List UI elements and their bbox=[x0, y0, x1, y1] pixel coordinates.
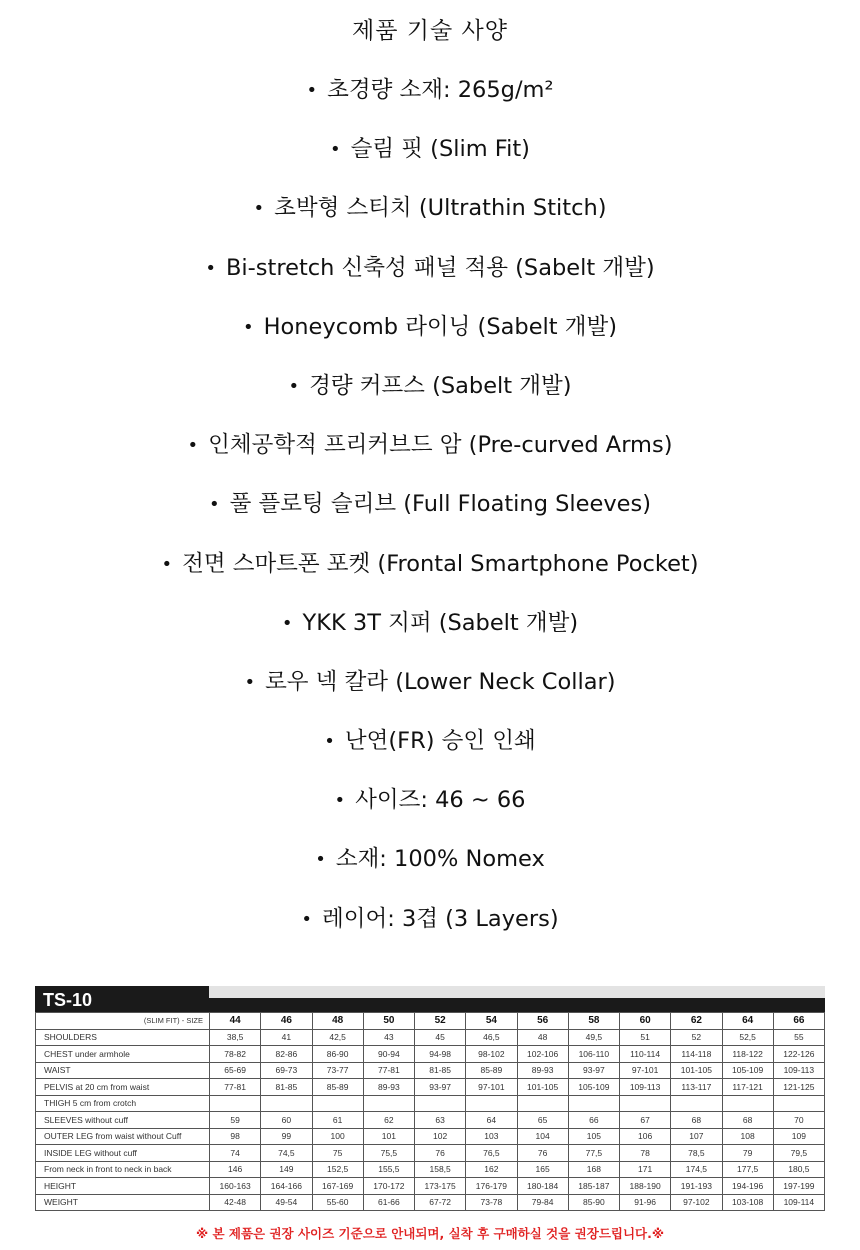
table-cell: 98-102 bbox=[466, 1046, 517, 1063]
bullet-icon: • bbox=[244, 671, 256, 693]
size-column-header: 62 bbox=[671, 1013, 722, 1030]
table-cell: 74,5 bbox=[261, 1145, 312, 1162]
table-cell: 55 bbox=[773, 1029, 824, 1046]
table-cell: 98 bbox=[210, 1128, 261, 1145]
size-column-header: 44 bbox=[210, 1013, 261, 1030]
table-cell: 78 bbox=[620, 1145, 671, 1162]
table-cell: 102 bbox=[415, 1128, 466, 1145]
table-cell: 188-190 bbox=[620, 1178, 671, 1195]
row-label: SHOULDERS bbox=[36, 1029, 210, 1046]
bullet-icon: • bbox=[306, 80, 318, 101]
bullet-icon: • bbox=[315, 849, 326, 871]
table-cell: 68 bbox=[671, 1112, 722, 1129]
table-cell: 74 bbox=[210, 1145, 261, 1162]
size-header-label: (SLIM FIT) - SIZE bbox=[36, 1013, 210, 1030]
table-cell: 103 bbox=[466, 1128, 517, 1145]
table-cell: 177,5 bbox=[722, 1161, 773, 1178]
size-column-header: 52 bbox=[415, 1013, 466, 1030]
table-cell bbox=[620, 1095, 671, 1112]
table-cell: 121-125 bbox=[773, 1079, 824, 1096]
table-cell: 93-97 bbox=[415, 1079, 466, 1096]
table-cell: 149 bbox=[261, 1161, 312, 1178]
table-cell: 105 bbox=[568, 1128, 619, 1145]
bullet-icon: • bbox=[253, 198, 265, 220]
spec-item bbox=[0, 486, 860, 545]
table-cell: 97-102 bbox=[671, 1194, 722, 1211]
row-label: CHEST under armhole bbox=[36, 1046, 210, 1063]
bullet-icon: • bbox=[330, 139, 341, 161]
table-cell: 89-93 bbox=[517, 1062, 568, 1079]
size-column-header: 60 bbox=[620, 1013, 671, 1030]
spec-item bbox=[0, 190, 860, 249]
bullet-icon: • bbox=[301, 908, 312, 930]
table-cell: 90-94 bbox=[363, 1046, 414, 1063]
table-cell: 180,5 bbox=[773, 1161, 824, 1178]
spec-text: 전면 스마트폰 포켓 (Frontal Smartphone Pocket) bbox=[182, 550, 699, 577]
table-cell: 66 bbox=[568, 1112, 619, 1129]
table-cell: 173-175 bbox=[415, 1178, 466, 1195]
table-cell: 76 bbox=[415, 1145, 466, 1162]
table-cell: 42,5 bbox=[312, 1029, 363, 1046]
table-cell: 162 bbox=[466, 1161, 517, 1178]
table-cell: 75 bbox=[312, 1145, 363, 1162]
table-row bbox=[36, 1161, 825, 1178]
spec-text: YKK 3T 지퍼 (Sabelt 개발) bbox=[302, 609, 579, 636]
table-cell bbox=[363, 1095, 414, 1112]
spec-item bbox=[0, 664, 860, 723]
table-cell: 85-89 bbox=[466, 1062, 517, 1079]
size-header-row bbox=[36, 1013, 825, 1030]
row-label: HEIGHT bbox=[36, 1178, 210, 1195]
table-cell: 117-121 bbox=[722, 1079, 773, 1096]
table-cell: 152,5 bbox=[312, 1161, 363, 1178]
page-title: 제품 기술 사양 bbox=[352, 18, 508, 44]
recommendation-note: ※ 본 제품은 권장 사이즈 기준으로 안내되며, 실착 후 구매하실 것을 권장드립니다.※ bbox=[195, 1226, 665, 1241]
size-chart-model-title: TS-10 bbox=[35, 986, 209, 1012]
table-cell: 109-113 bbox=[773, 1062, 824, 1079]
spec-text: 레이어: 3겹 (3 Layers) bbox=[322, 905, 559, 932]
table-row bbox=[36, 1194, 825, 1211]
table-cell: 49-54 bbox=[261, 1194, 312, 1211]
table-cell: 122-126 bbox=[773, 1046, 824, 1063]
spec-item bbox=[0, 309, 860, 368]
table-cell: 51 bbox=[620, 1029, 671, 1046]
bullet-icon: • bbox=[208, 494, 220, 516]
spec-item bbox=[0, 427, 860, 486]
table-cell bbox=[773, 1095, 824, 1112]
table-cell: 69-73 bbox=[261, 1062, 312, 1079]
table-cell: 97-101 bbox=[466, 1079, 517, 1096]
table-cell: 65 bbox=[517, 1112, 568, 1129]
spec-text: Bi-stretch 신축성 패널 적용 (Sabelt 개발) bbox=[226, 254, 655, 281]
table-cell: 106 bbox=[620, 1128, 671, 1145]
table-cell: 107 bbox=[671, 1128, 722, 1145]
size-chart-header-bar bbox=[35, 986, 825, 1012]
table-cell: 146 bbox=[210, 1161, 261, 1178]
table-cell bbox=[415, 1095, 466, 1112]
table-cell: 185-187 bbox=[568, 1178, 619, 1195]
table-cell: 160-163 bbox=[210, 1178, 261, 1195]
table-row bbox=[36, 1046, 825, 1063]
size-column-header: 50 bbox=[363, 1013, 414, 1030]
size-column-header: 46 bbox=[261, 1013, 312, 1030]
table-cell bbox=[261, 1095, 312, 1112]
table-cell: 108 bbox=[722, 1128, 773, 1145]
table-cell: 101-105 bbox=[671, 1062, 722, 1079]
table-cell: 65-69 bbox=[210, 1062, 261, 1079]
size-column-header: 56 bbox=[517, 1013, 568, 1030]
spec-text: 경량 커프스 (Sabelt 개발) bbox=[309, 372, 572, 399]
spec-item bbox=[0, 782, 860, 841]
table-cell: 176-179 bbox=[466, 1178, 517, 1195]
table-cell: 77,5 bbox=[568, 1145, 619, 1162]
spec-text: 로우 넥 칼라 (Lower Neck Collar) bbox=[265, 668, 616, 695]
table-cell: 86-90 bbox=[312, 1046, 363, 1063]
spec-item bbox=[0, 72, 860, 131]
table-cell: 62 bbox=[363, 1112, 414, 1129]
table-cell: 118-122 bbox=[722, 1046, 773, 1063]
row-label: PELVIS at 20 cm from waist bbox=[36, 1079, 210, 1096]
table-cell: 85-89 bbox=[312, 1079, 363, 1096]
table-cell: 68 bbox=[722, 1112, 773, 1129]
spec-item bbox=[0, 368, 860, 427]
table-cell: 75,5 bbox=[363, 1145, 414, 1162]
table-cell: 49,5 bbox=[568, 1029, 619, 1046]
table-cell bbox=[671, 1095, 722, 1112]
bullet-icon: • bbox=[187, 435, 199, 457]
table-cell: 85-90 bbox=[568, 1194, 619, 1211]
table-cell bbox=[568, 1095, 619, 1112]
header-grey-strip bbox=[209, 986, 825, 998]
row-label: WEIGHT bbox=[36, 1194, 210, 1211]
table-cell: 109 bbox=[773, 1128, 824, 1145]
spec-item bbox=[0, 901, 860, 960]
table-cell: 73-77 bbox=[312, 1062, 363, 1079]
table-cell: 174,5 bbox=[671, 1161, 722, 1178]
table-row bbox=[36, 1079, 825, 1096]
table-cell: 79,5 bbox=[773, 1145, 824, 1162]
table-cell bbox=[517, 1095, 568, 1112]
table-cell: 67 bbox=[620, 1112, 671, 1129]
size-column-header: 58 bbox=[568, 1013, 619, 1030]
table-cell: 59 bbox=[210, 1112, 261, 1129]
size-table bbox=[35, 1012, 825, 1211]
table-cell: 109-114 bbox=[773, 1194, 824, 1211]
size-column-header: 54 bbox=[466, 1013, 517, 1030]
spec-text: 풀 플로팅 슬리브 (Full Floating Sleeves) bbox=[229, 491, 652, 518]
spec-text: 사이즈: 46 ~ 66 bbox=[355, 787, 526, 814]
table-cell: 94-98 bbox=[415, 1046, 466, 1063]
table-cell: 165 bbox=[517, 1161, 568, 1178]
table-cell: 158,5 bbox=[415, 1161, 466, 1178]
table-cell: 97-101 bbox=[620, 1062, 671, 1079]
row-label: SLEEVES without cuff bbox=[36, 1112, 210, 1129]
size-column-header: 64 bbox=[722, 1013, 773, 1030]
table-row bbox=[36, 1128, 825, 1145]
row-label: THIGH 5 cm from crotch bbox=[36, 1095, 210, 1112]
table-row bbox=[36, 1095, 825, 1112]
table-cell: 48 bbox=[517, 1029, 568, 1046]
table-cell: 81-85 bbox=[261, 1079, 312, 1096]
table-cell: 91-96 bbox=[620, 1194, 671, 1211]
table-cell: 171 bbox=[620, 1161, 671, 1178]
table-row bbox=[36, 1112, 825, 1129]
bullet-icon: • bbox=[324, 731, 335, 753]
bullet-icon: • bbox=[242, 316, 254, 338]
table-cell: 43 bbox=[363, 1029, 414, 1046]
table-cell: 55-60 bbox=[312, 1194, 363, 1211]
table-cell: 106-110 bbox=[568, 1046, 619, 1063]
table-cell bbox=[466, 1095, 517, 1112]
table-cell: 64 bbox=[466, 1112, 517, 1129]
table-cell: 76,5 bbox=[466, 1145, 517, 1162]
table-cell: 194-196 bbox=[722, 1178, 773, 1195]
row-label: INSIDE LEG without cuff bbox=[36, 1145, 210, 1162]
table-cell: 78,5 bbox=[671, 1145, 722, 1162]
table-cell: 155,5 bbox=[363, 1161, 414, 1178]
table-cell: 167-169 bbox=[312, 1178, 363, 1195]
row-label: From neck in front to neck in back bbox=[36, 1161, 210, 1178]
bullet-icon: • bbox=[288, 375, 300, 397]
table-cell: 61 bbox=[312, 1112, 363, 1129]
table-cell: 73-78 bbox=[466, 1194, 517, 1211]
spec-item bbox=[0, 131, 860, 190]
spec-text: 슬림 핏 (Slim Fit) bbox=[350, 136, 530, 163]
spec-list bbox=[0, 72, 860, 960]
spec-item bbox=[0, 250, 860, 309]
spec-item bbox=[0, 605, 860, 664]
row-label: OUTER LEG from waist without Cuff bbox=[36, 1128, 210, 1145]
table-cell: 79 bbox=[722, 1145, 773, 1162]
table-cell: 101-105 bbox=[517, 1079, 568, 1096]
header-black-strip bbox=[209, 998, 825, 1012]
table-cell: 81-85 bbox=[415, 1062, 466, 1079]
table-cell: 105-109 bbox=[568, 1079, 619, 1096]
table-cell: 45 bbox=[415, 1029, 466, 1046]
spec-item bbox=[0, 723, 860, 782]
spec-text: 인체공학적 프리커브드 암 (Pre-curved Arms) bbox=[208, 432, 673, 459]
bullet-icon: • bbox=[334, 790, 346, 812]
table-cell: 99 bbox=[261, 1128, 312, 1145]
table-cell: 82-86 bbox=[261, 1046, 312, 1063]
spec-text: 초경량 소재: 265g/m² bbox=[327, 77, 554, 103]
table-cell: 104 bbox=[517, 1128, 568, 1145]
table-cell: 52,5 bbox=[722, 1029, 773, 1046]
spec-text: 초박형 스티치 (Ultrathin Stitch) bbox=[274, 195, 607, 222]
table-cell: 109-113 bbox=[620, 1079, 671, 1096]
table-cell: 52 bbox=[671, 1029, 722, 1046]
table-cell bbox=[722, 1095, 773, 1112]
table-cell: 164-166 bbox=[261, 1178, 312, 1195]
table-cell: 67-72 bbox=[415, 1194, 466, 1211]
table-cell: 197-199 bbox=[773, 1178, 824, 1195]
table-row bbox=[36, 1145, 825, 1162]
table-cell: 77-81 bbox=[210, 1079, 261, 1096]
table-cell bbox=[210, 1095, 261, 1112]
bullet-icon: • bbox=[281, 612, 293, 634]
table-cell: 38,5 bbox=[210, 1029, 261, 1046]
table-cell: 103-108 bbox=[722, 1194, 773, 1211]
size-chart bbox=[35, 986, 825, 1211]
table-cell: 61-66 bbox=[363, 1194, 414, 1211]
table-cell: 42-48 bbox=[210, 1194, 261, 1211]
row-label: WAIST bbox=[36, 1062, 210, 1079]
table-cell: 76 bbox=[517, 1145, 568, 1162]
table-cell: 168 bbox=[568, 1161, 619, 1178]
table-cell: 114-118 bbox=[671, 1046, 722, 1063]
spec-item bbox=[0, 546, 860, 605]
bullet-icon: • bbox=[205, 257, 216, 279]
table-cell: 110-114 bbox=[620, 1046, 671, 1063]
size-column-header: 66 bbox=[773, 1013, 824, 1030]
table-cell: 93-97 bbox=[568, 1062, 619, 1079]
spec-text: 소재: 100% Nomex bbox=[335, 846, 545, 873]
table-cell: 41 bbox=[261, 1029, 312, 1046]
table-cell: 79-84 bbox=[517, 1194, 568, 1211]
table-row bbox=[36, 1029, 825, 1046]
table-cell: 170-172 bbox=[363, 1178, 414, 1195]
table-cell: 101 bbox=[363, 1128, 414, 1145]
table-cell: 46,5 bbox=[466, 1029, 517, 1046]
size-column-header: 48 bbox=[312, 1013, 363, 1030]
size-table-body bbox=[36, 1029, 825, 1211]
table-cell: 63 bbox=[415, 1112, 466, 1129]
table-cell bbox=[312, 1095, 363, 1112]
bullet-icon: • bbox=[161, 553, 173, 575]
table-cell: 113-117 bbox=[671, 1079, 722, 1096]
table-row bbox=[36, 1178, 825, 1195]
table-cell: 89-93 bbox=[363, 1079, 414, 1096]
table-cell: 180-184 bbox=[517, 1178, 568, 1195]
spec-item bbox=[0, 841, 860, 900]
table-cell: 60 bbox=[261, 1112, 312, 1129]
table-cell: 77-81 bbox=[363, 1062, 414, 1079]
table-cell: 102-106 bbox=[517, 1046, 568, 1063]
table-cell: 78-82 bbox=[210, 1046, 261, 1063]
spec-text: 난연(FR) 승인 인쇄 bbox=[344, 728, 536, 755]
table-cell: 105-109 bbox=[722, 1062, 773, 1079]
table-cell: 70 bbox=[773, 1112, 824, 1129]
table-cell: 100 bbox=[312, 1128, 363, 1145]
spec-text: Honeycomb 라이닝 (Sabelt 개발) bbox=[263, 313, 618, 340]
table-cell: 191-193 bbox=[671, 1178, 722, 1195]
table-row bbox=[36, 1062, 825, 1079]
